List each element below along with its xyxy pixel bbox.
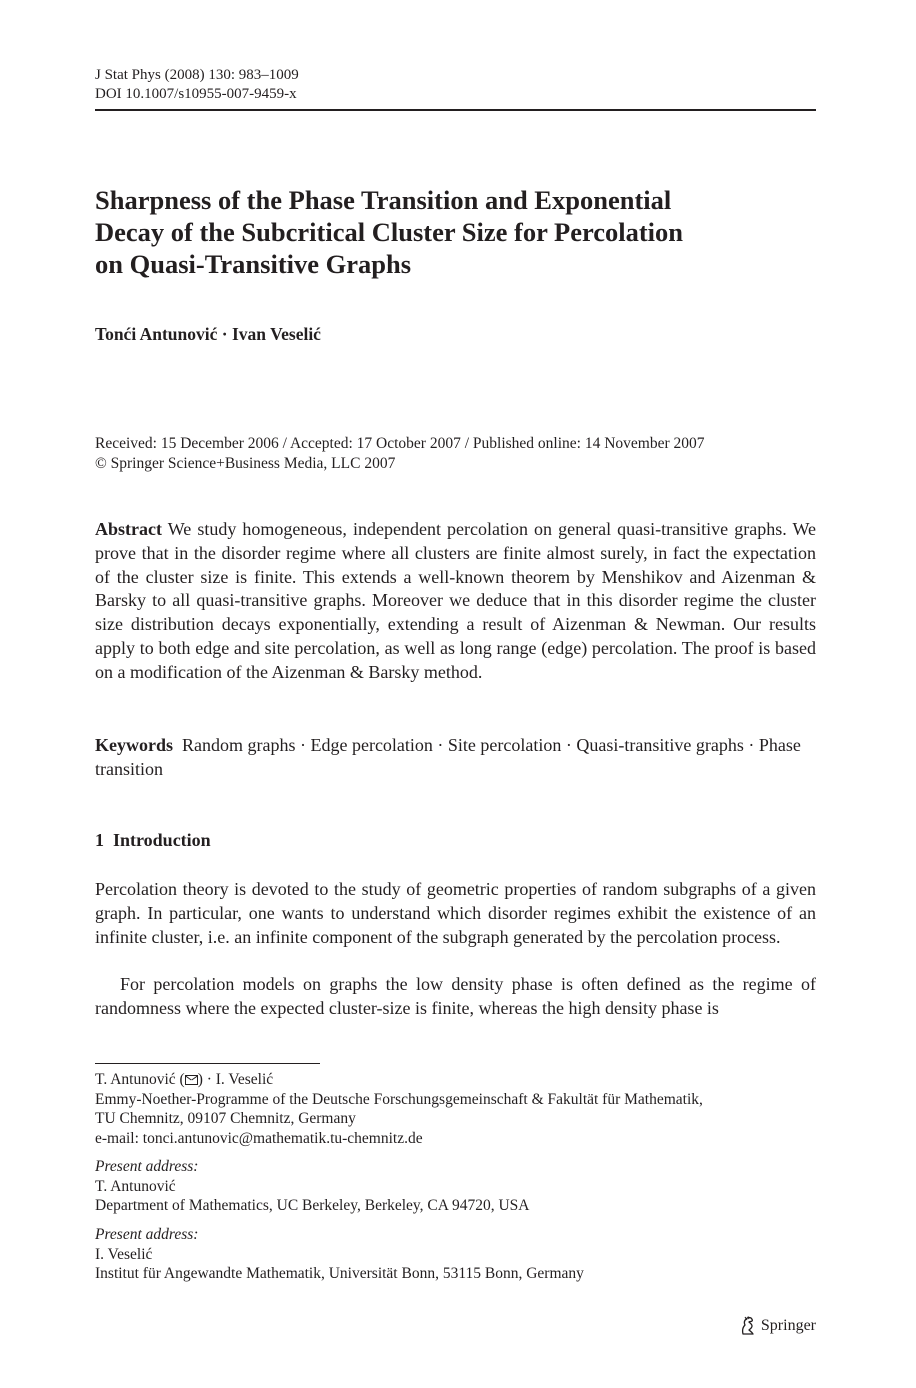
footnote-affiliation — [95, 1070, 816, 1148]
springer-horse-icon — [739, 1316, 757, 1336]
keywords-text: Random graphs · Edge percolation · Site percolation · Quasi-transitive graphs · Phase transition — [95, 735, 806, 779]
present-address-name: I. Veselić — [95, 1245, 153, 1263]
envelope-icon — [185, 1075, 198, 1085]
footnote-present-address-1 — [95, 1157, 816, 1216]
present-address-line: Department of Mathematics, UC Berkeley, Berkeley, CA 94720, USA — [95, 1197, 530, 1215]
author-1: Tonći Antunović — [95, 324, 218, 344]
email-line[interactable]: e-mail: tonci.antunovic@mathematik.tu-chemnitz.de — [95, 1129, 423, 1147]
keywords-label: Keywords — [95, 735, 173, 755]
present-address-name: T. Antunović — [95, 1177, 176, 1195]
history-line: Received: 15 December 2006 / Accepted: 17 October 2007 / Published online: 14 November 2007 — [95, 435, 705, 452]
abstract-label: Abstract — [95, 519, 162, 539]
intro-paragraph-1: Percolation theory is devoted to the study of geometric properties of random subgraphs of a given graph. In particular, one wants to understand which disorder regimes exhibit the existence of an infinite cluster, i.e. an infinite component of the subgraph generated by the percolation process. — [95, 879, 816, 947]
section-heading-introduction: 1 Introduction — [95, 830, 211, 850]
author-separator: · — [217, 324, 232, 344]
corr-author-name: T. Antunović ( — [95, 1071, 185, 1088]
abstract-text: We study homogeneous, independent percolation on general quasi-transitive graphs. We prove that in the disorder regime where all clusters are finite almost surely, in fact the expectation of the cluster size is finite. This extends a well-known theorem by Menshikov and Aizenman & Barsky to all quasi-transitive graphs. Moreover we deduce that in this disorder regime the cluster size distribution decays exponentially, extending a result of Aizenman & Newman. Our results apply to both edge and site percolation, as well as long range (edge) percolation. The proof is based on a modification of the Aizenman & Barsky method. — [95, 519, 816, 682]
author-2: Ivan Veselić — [231, 324, 321, 344]
journal-citation: J Stat Phys (2008) 130: 983–1009 — [95, 67, 299, 83]
copyright-line: © Springer Science+Business Media, LLC 2007 — [95, 454, 396, 472]
corr-author-rest: ) · I. Veselić — [197, 1071, 274, 1088]
intro-paragraph-2: For percolation models on graphs the low density phase is often defined as the regime of randomness where the expected cluster-size is finite, whereas the high density phase is — [95, 974, 816, 1018]
present-address-line: Institut für Angewandte Mathematik, Universität Bonn, 53115 Bonn, Germany — [95, 1265, 584, 1283]
present-address-label: Present address: — [95, 1158, 199, 1175]
publisher-logo — [739, 1316, 816, 1336]
footnote-present-address-2 — [95, 1225, 816, 1284]
author-list — [95, 324, 321, 345]
title-line-1: Sharpness of the Phase Transition and Exponential — [95, 185, 672, 215]
affiliation-line-1: Emmy-Noether-Programme of the Deutsche Forschungsgemeinschaft & Fakultät für Mathematik, — [95, 1090, 703, 1108]
publication-dates — [95, 434, 705, 473]
keywords — [95, 734, 816, 782]
title-line-3: on Quasi-Transitive Graphs — [95, 249, 412, 279]
publisher-name: Springer — [760, 1317, 816, 1334]
present-address-label: Present address: — [95, 1226, 199, 1243]
footnote-rule — [95, 1063, 320, 1064]
doi[interactable]: DOI 10.1007/s10955-007-9459-x — [95, 86, 297, 102]
affiliation-line-2: TU Chemnitz, 09107 Chemnitz, Germany — [95, 1110, 356, 1128]
article-title — [95, 184, 735, 280]
journal-header — [95, 66, 299, 104]
corresponding-authors — [95, 1070, 816, 1090]
abstract — [95, 518, 816, 685]
title-line-2: Decay of the Subcritical Cluster Size for Percolation — [95, 217, 684, 247]
header-rule — [95, 109, 816, 111]
